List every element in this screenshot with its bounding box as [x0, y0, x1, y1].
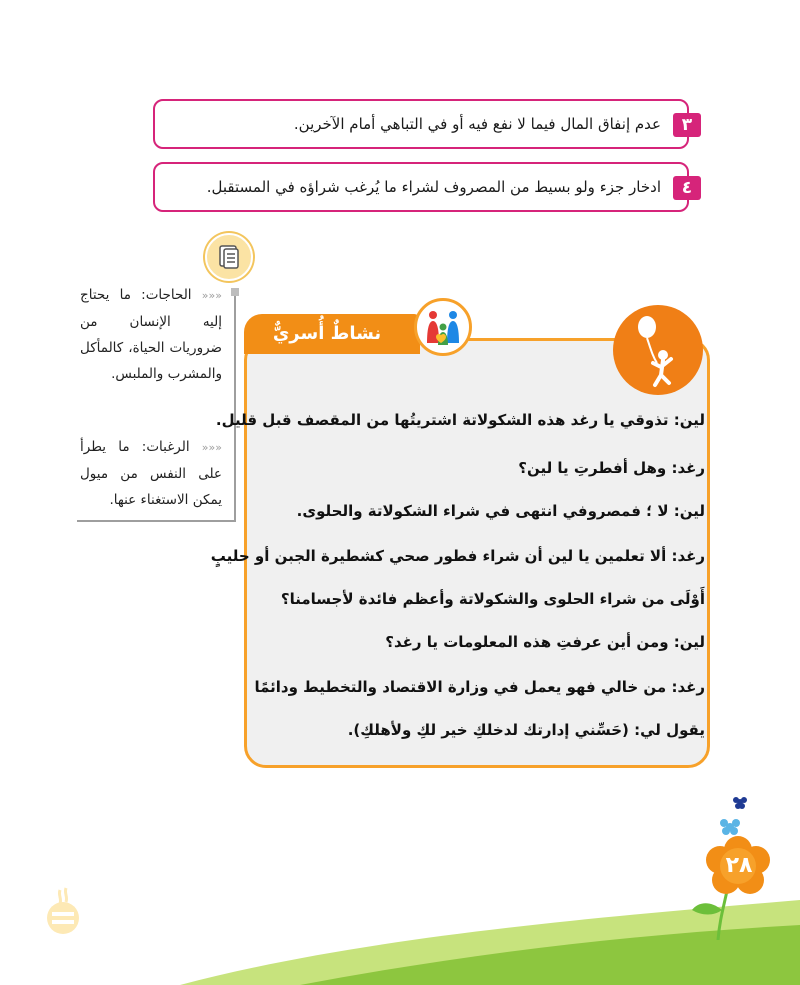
list-number: ٣	[673, 113, 701, 137]
list-text: عدم إنفاق المال فيما لا نفع فيه أو في التباهي أمام الآخرين.	[293, 115, 661, 133]
family-icon	[414, 298, 472, 356]
list-text: ادخار جزء ولو بسيط من المصروف لشراء ما يُرغب شراؤه في المستقبل.	[206, 178, 661, 196]
sidebar-notes	[77, 288, 236, 522]
activity-title: نشاطٌ أُسريٌّ	[272, 323, 382, 344]
dialogue-line: لين: لا ؛ فمصروفي انتهى في شراء الشكولاتة والحلوى.	[296, 502, 705, 520]
note-text: الرغبات: ما يطرأ على النفس من ميول يمكن الاستغناء عنها.	[80, 439, 222, 508]
list-number: ٤	[673, 176, 701, 200]
bullet-mark: «««	[201, 441, 222, 454]
list-item-3	[153, 99, 693, 149]
bullet-mark: «««	[201, 289, 222, 302]
note-text: الحاجات: ما يحتاج إليه الإنسان من ضروريات الحياة، كالمأكل والمشرب والملبس.	[80, 287, 222, 382]
dialogue-line: رغد: ألا تعلمين يا لين أن شراء فطور صحي كشطيرة الجبن أو حليبٍ	[210, 547, 705, 565]
divider-mark	[231, 288, 239, 296]
dialogue-line: أَوْلَى من شراء الحلوى والشكولاتة وأعظم فائدة لأجسامنا؟	[280, 590, 705, 608]
note-needs	[80, 282, 222, 387]
list-item-4	[153, 162, 693, 212]
dialogue-line: رغد: وهل أفطرتِ يا لين؟	[518, 459, 705, 477]
dialogue-line: لين: ومن أين عرفتِ هذه المعلومات يا رغد؟	[385, 633, 705, 651]
dialogue-line: لين: تذوقي يا رغد هذه الشكولاتة اشتريتُها من المقصف قبل قليل.	[215, 411, 705, 429]
balloon-icon	[613, 305, 703, 395]
page-number: ٢٨	[725, 853, 753, 878]
notes-icon	[205, 233, 253, 281]
note-wants	[80, 434, 222, 513]
logo-icon	[38, 884, 88, 940]
dialogue-line: رغد: من خالي فهو يعمل في وزارة الاقتصاد والتخطيط ودائمًا	[254, 678, 705, 696]
grass-decoration	[0, 880, 800, 985]
dialogue-line: يقول لي: (حَسِّني إدارتك لدخلكِ خير لكِ ولأهلكِ).	[347, 721, 705, 739]
